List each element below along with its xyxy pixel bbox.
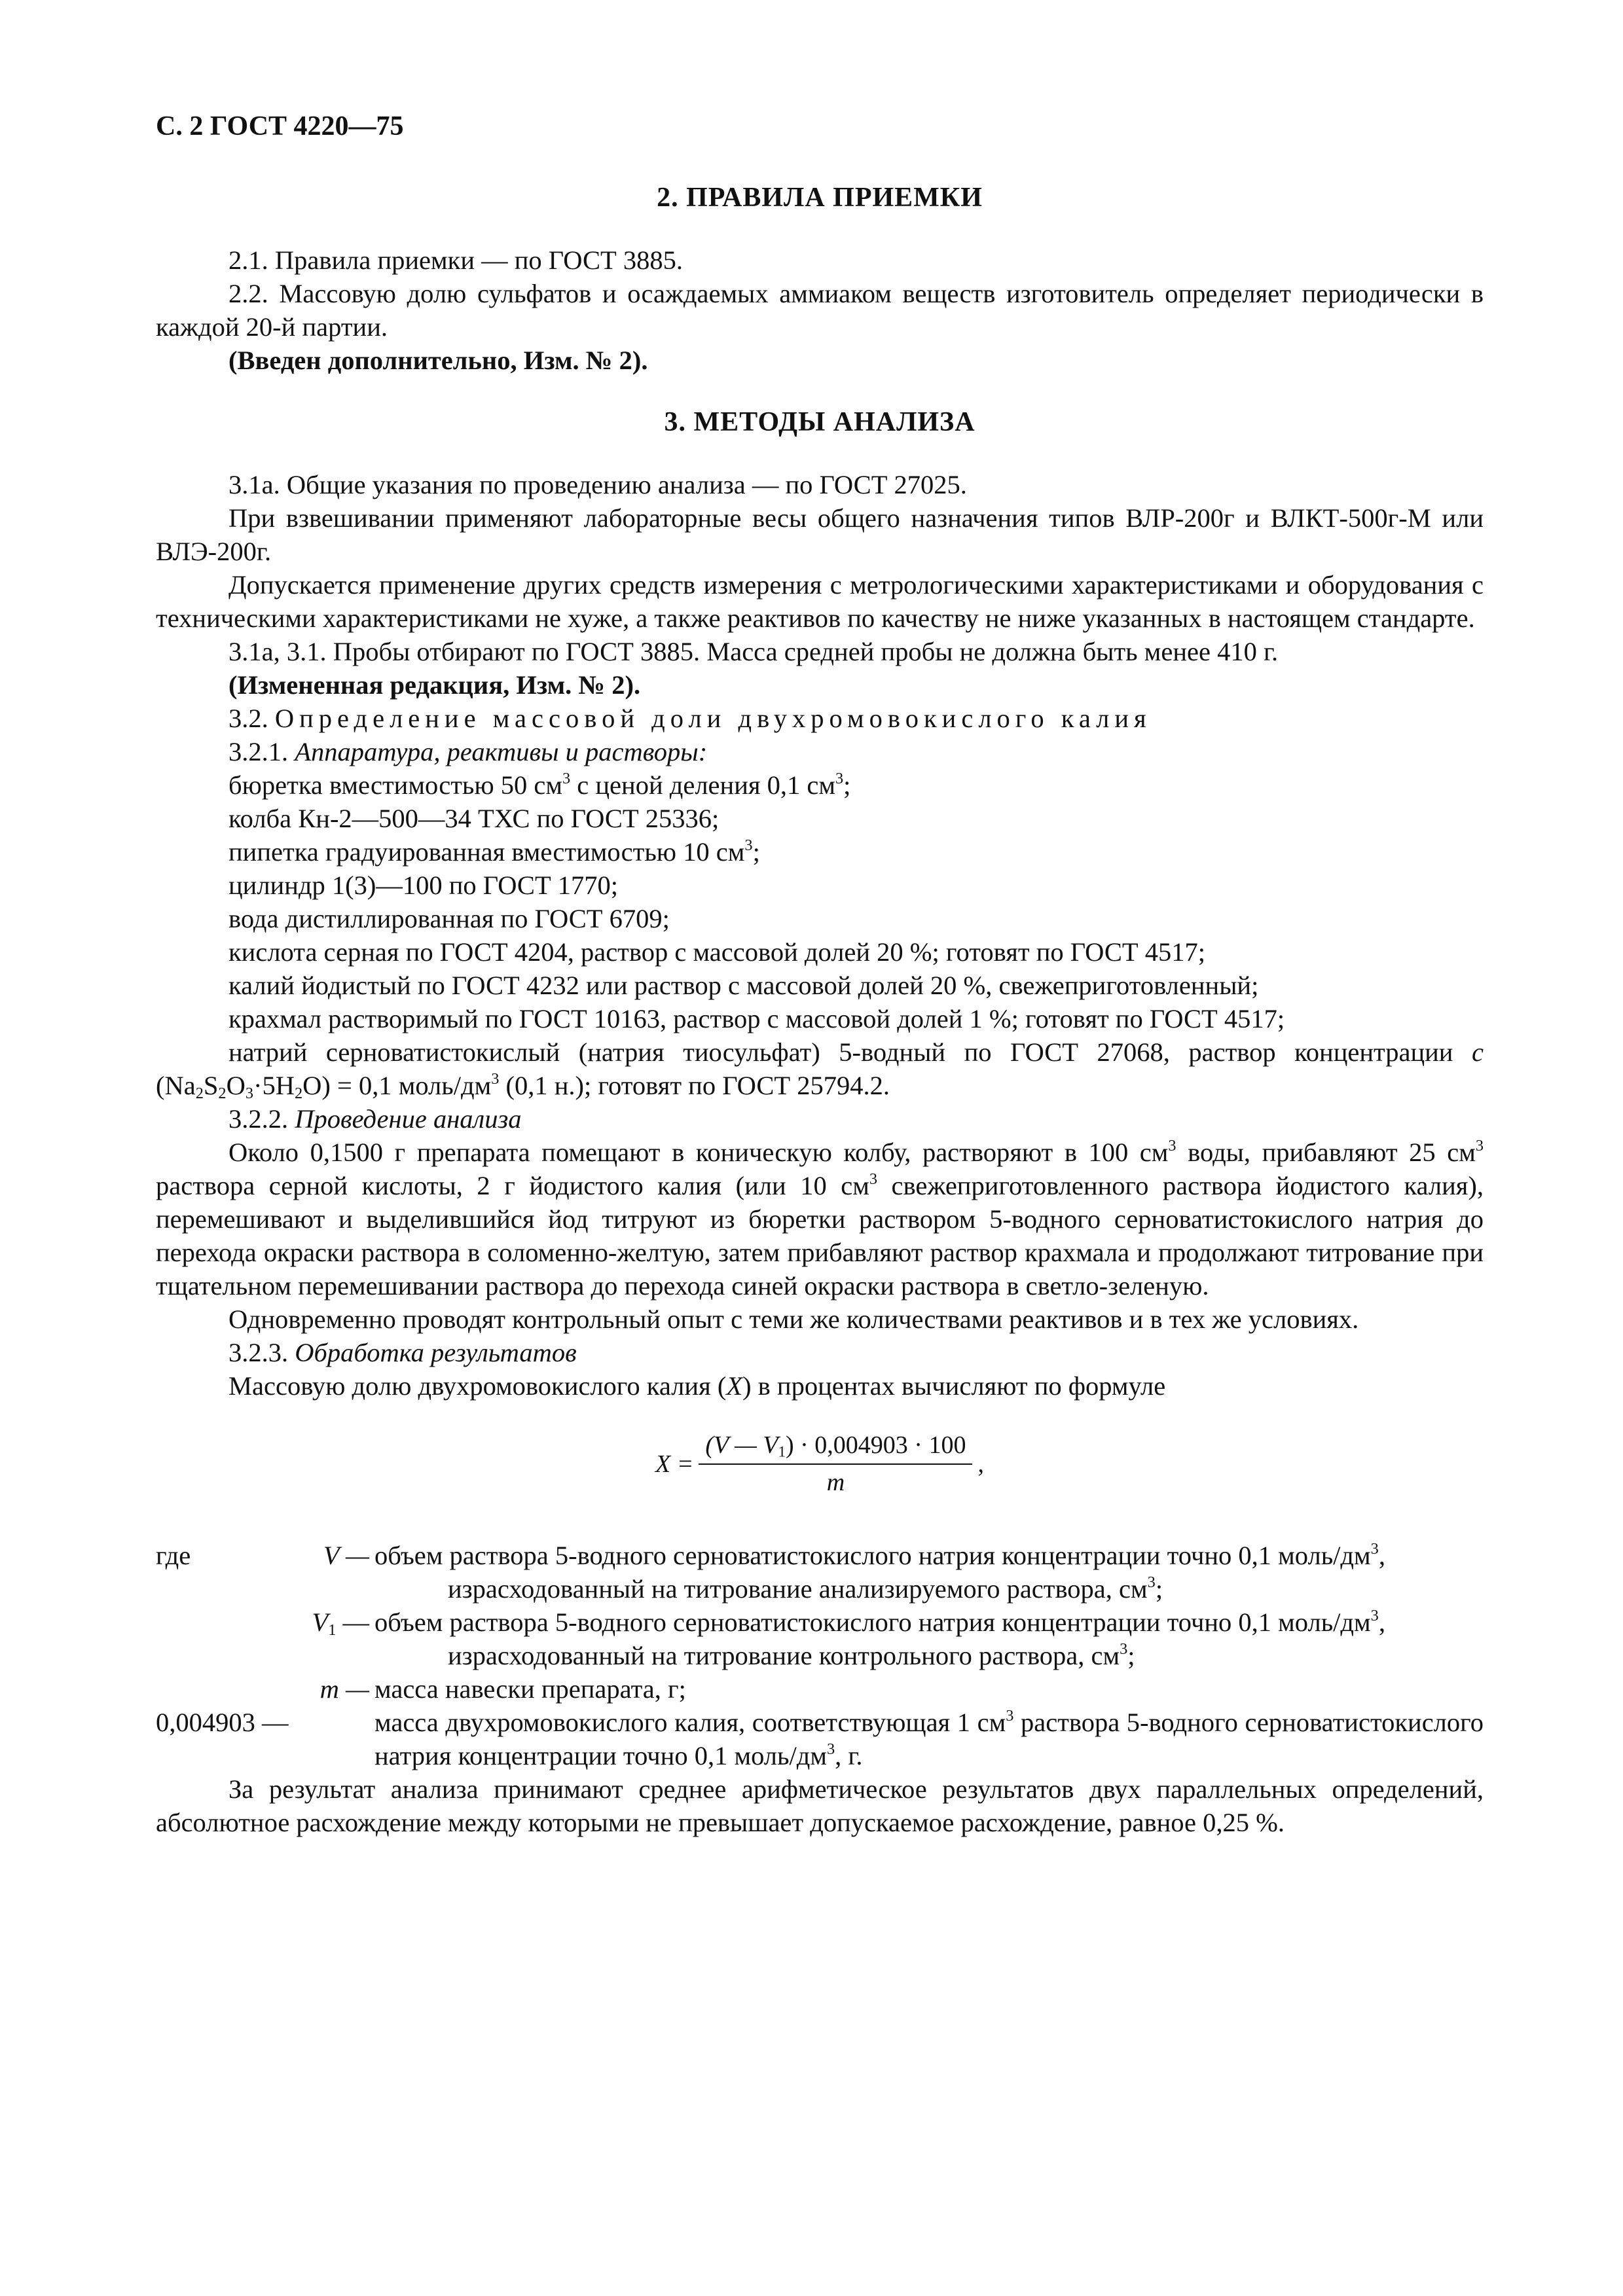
formula-numerator: (V — $V_1) \cdot 0,004903 \cdot 100$	[699, 1429, 972, 1465]
definition-row: $V_1$ — объем раствора 5-водного серноватистокислого натрия концентрации точно 0,1 моль/$дм^3$, израсходованный на титрование контрольного раствора, $см^3$;	[156, 1605, 1484, 1672]
list-item: крахмал растворимый по ГОСТ 10163, раствор с массовой долей 1 %; готовят по ГОСТ 4517;	[228, 1004, 1285, 1033]
list-item: натрий серноватистокислый (натрия тиосульфат) 5-водный по ГОСТ 27068, раствор концентрации c $(Na_2S_2O_3\cdot 5H_2O) = 0,1$ моль/$дм^3$ (0,1 н.); готовят по ГОСТ 25794.2.	[156, 1037, 1484, 1103]
paragraph-2-2: 2.2. Массовую долю сульфатов и осаждаемых аммиаком веществ изготовитель определяет периодически в каждой 20-й партии.	[156, 279, 1484, 342]
list-item: бюретка вместимостью 50 $см^3$ с ценой деления 0,1 $см^3$;	[228, 770, 851, 800]
paragraph-weighing: При взвешивании применяют лабораторные весы общего назначения типов ВЛР-200г и ВЛКТ-500г-М или ВЛЭ-200г.	[156, 503, 1484, 566]
paragraph-control: Одновременно проводят контрольный опыт с теми же количествами реактивов и в тех же условиях.	[228, 1304, 1359, 1334]
paragraph-result: За результат анализа принимают среднее арифметическое результатов двух параллельных определений, абсолютное расхождение между которыми не превышает допускаемое расхождение, равное 0,25 %.	[156, 1774, 1484, 1837]
paragraph-2-1: 2.1. Правила приемки — по ГОСТ 3885.	[228, 245, 683, 275]
section-2-title: 2. ПРАВИЛА ПРИЕМКИ	[657, 183, 983, 213]
variable-symbol: V	[312, 1607, 329, 1637]
clause-title: Обработка результатов	[295, 1338, 577, 1367]
definition-row	[156, 1706, 1484, 1772]
clause-title: Аппаратура, реактивы и растворы:	[295, 737, 708, 766]
section-3-title: 3. МЕТОДЫ АНАЛИЗА	[664, 407, 976, 437]
variable-description: объем раствора 5-водного серноватистокислого натрия концентрации точно 0,1 моль/$дм^3$, израсходованный на титрование анализируемого раствора, $см^3$;	[374, 1540, 1385, 1604]
list-item: калий йодистый по ГОСТ 4232 или раствор с массовой долей 20 %, свежеприготовленный;	[228, 971, 1259, 1000]
amendment-note: (Измененная редакция, Изм. № 2).	[228, 670, 641, 700]
paragraph-3-1a: 3.1а. Общие указания по проведению анализа — по ГОСТ 27025.	[228, 470, 967, 499]
list-item: вода дистиллированная по ГОСТ 6709;	[228, 904, 670, 933]
paragraph-substitution: Допускается применение других средств измерения с метрологическими характеристиками и оборудования с техническими характеристиками не хуже, а также реактивов по качеству не ниже указанных в настоящем стандарте.	[156, 570, 1484, 633]
formula	[156, 1429, 1484, 1499]
where-label: где	[156, 1541, 191, 1570]
paragraph-3-2-1	[156, 735, 1484, 768]
paragraph-3-2	[156, 702, 1484, 735]
variable-symbol: m —	[319, 1674, 369, 1704]
constant-symbol: 0,004903 —	[156, 1708, 289, 1737]
amendment-note: (Введен дополнительно, Изм. № 2).	[228, 346, 648, 375]
list-item: кислота серная по ГОСТ 4204, раствор с массовой долей 20 %; готовят по ГОСТ 4517;	[228, 937, 1206, 967]
document-page	[156, 110, 1484, 1839]
clause-title: Проведение анализа	[295, 1104, 522, 1134]
variable-definitions	[156, 1539, 1484, 1772]
variable-description: объем раствора 5-водного серноватистокислого натрия концентрации точно 0,1 моль/$дм^3$, израсходованный на титрование контрольного раствора, $см^3$;	[374, 1607, 1385, 1670]
clause-number: 3.2.3.	[228, 1338, 289, 1367]
formula-comma: ,	[977, 1450, 984, 1478]
formula-lhs: X =	[655, 1450, 694, 1478]
formula-fraction	[699, 1429, 972, 1499]
paragraph-3-1: 3.1а, 3.1. Пробы отбирают по ГОСТ 3885. Масса средней пробы не должна быть менее 410 г.	[228, 637, 1279, 666]
paragraph-3-2-2	[156, 1102, 1484, 1136]
variable-description: масса навески препарата, г;	[374, 1674, 686, 1704]
variable-symbol: V —	[323, 1541, 369, 1570]
list-item: пипетка градуированная вместимостью 10 $см^3$;	[228, 836, 760, 867]
list-item: цилиндр 1(3)—100 по ГОСТ 1770;	[228, 870, 619, 900]
clause-number: 3.2.1.	[228, 737, 289, 766]
paragraph-3-2-3	[156, 1336, 1484, 1369]
constant-description: масса двухромовокислого калия, соответствующая 1 $см^3$ раствора 5-водного серноватистокислого натрия концентрации точно 0,1 моль/$дм^3$, г.	[374, 1707, 1484, 1770]
definition-row	[156, 1672, 1484, 1706]
paragraph-procedure: Около 0,1500 г препарата помещают в коническую колбу, растворяют в 100 $см^3$ воды, прибавляют 25 $см^3$ раствора серной кислоты, 2 г йодистого калия (или 10 $см^3$ свежеприготовленного раствора йодистого калия), перемешивают и выделившийся йод титруют из бюретки раствором 5-водного серноватистокислого натрия до перехода окраски раствора в соломенно-желтую, затем прибавляют раствор крахмала и продолжают титрование при тщательном перемешивании раствора до перехода синей окраски раствора в светло-зеленую.	[156, 1137, 1484, 1300]
definition-row	[156, 1539, 1484, 1605]
formula-denominator: m	[826, 1469, 845, 1496]
equipment-list	[156, 768, 1484, 1102]
clause-title: Определение массовой доли двухромовокислого калия	[274, 704, 1152, 733]
page-header: С. 2 ГОСТ 4220—75	[156, 111, 404, 141]
clause-number: 3.2.	[228, 704, 268, 733]
paragraph-formula-intro: Массовую долю двухромовокислого калия (X) в процентах вычисляют по формуле	[228, 1371, 1166, 1401]
clause-number: 3.2.2.	[228, 1104, 289, 1134]
list-item: колба Кн-2—500—34 ТХС по ГОСТ 25336;	[228, 804, 720, 833]
